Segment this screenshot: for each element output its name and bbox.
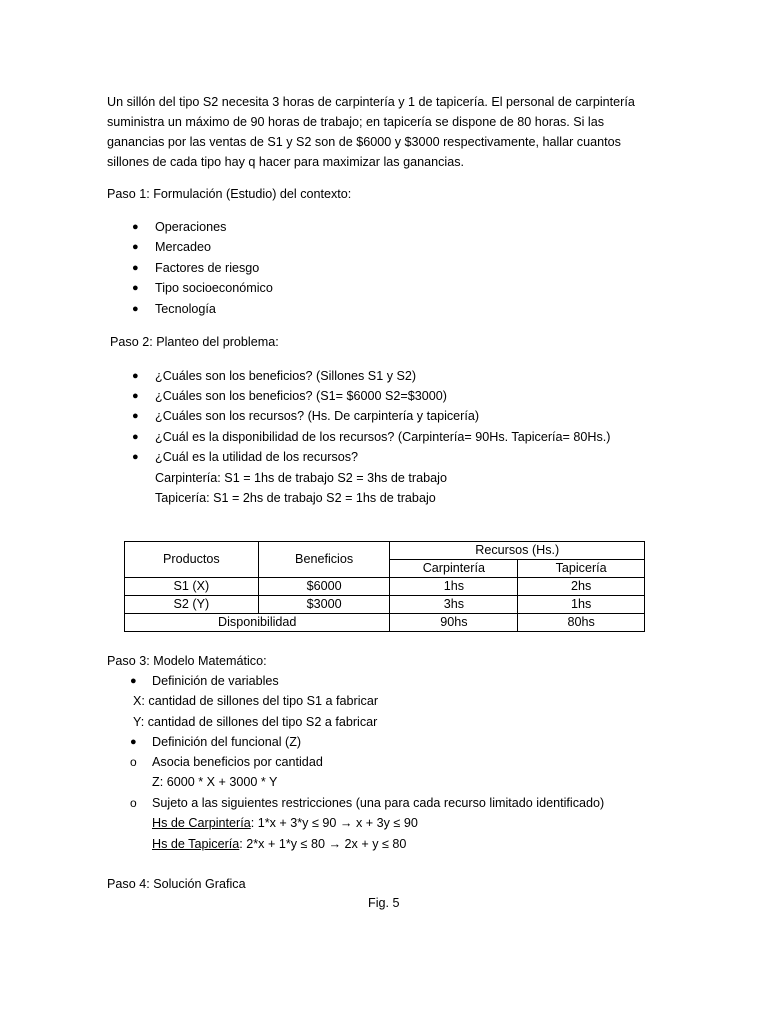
cell-beneficio: $3000 [258,596,390,614]
paso2-item: ¿Cuál es la disponibilidad de los recursos? (Carpintería= 90Hs. Tapicería= 80Hs.) [155,430,611,444]
cell-producto: S2 (Y) [125,596,259,614]
intro-paragraph: Un sillón del tipo S2 necesita 3 horas de carpintería y 1 de tapicería. El personal de carpintería suministra un máximo de 90 horas de trabajo; en tapicería se dispone de 80 horas. Si las ganancias por las ventas de S1 y S2 son de $6000 y $3000 respectivamente, hallar cuantos sillones de cada tipo hay q hacer para maximizar las ganancias. [107,95,635,169]
bullet-icon: ● [132,282,139,294]
def-variables: Definición de variables [152,674,279,688]
table-row [125,596,645,614]
restriction-carpinteria [152,815,418,831]
bullet-icon: ● [132,303,139,315]
circle-bullet-icon: o [130,796,137,810]
restriction-tapiceria-eq: : 2*x + 1*y ≤ 80 → 2x + y ≤ 80 [239,837,407,851]
paso4-title: Paso 4: Solución Grafica [107,877,246,891]
asocia-beneficios: Asocia beneficios por cantidad [152,755,323,769]
paso2-item: ¿Cuáles son los beneficios? (S1= $6000 S2=$3000) [155,389,447,403]
paso2-sub: Carpintería: S1 = 1hs de trabajo S2 = 3hs de trabajo [155,471,447,485]
cell-carpinteria: 3hs [390,596,518,614]
x-definition: X: cantidad de sillones del tipo S1 a fabricar [133,694,379,708]
bullet-icon: ● [132,390,139,402]
paso2-sub: Tapicería: S1 = 2hs de trabajo S2 = 1hs de trabajo [155,491,436,505]
paso2-item: ¿Cuál es la utilidad de los recursos? [155,450,359,464]
paso3-title: Paso 3: Modelo Matemático: [107,654,267,668]
paso1-title: Paso 1: Formulación (Estudio) del contexto: [107,187,352,201]
paso1-item: Operaciones [155,220,227,234]
bullet-icon: ● [132,431,139,443]
cell-beneficio: $6000 [258,578,390,596]
sujeto-restricciones: Sujeto a las siguientes restricciones (una para cada recurso limitado identificado) [152,796,605,810]
cell-tapiceria: 1hs [518,596,645,614]
paso2-item: ¿Cuáles son los recursos? (Hs. De carpintería y tapicería) [155,409,480,423]
cell-disponibilidad-label: Disponibilidad [125,614,390,632]
paso1-item: Factores de riesgo [155,261,260,275]
objective-function: Z: 6000 * X + 3000 * Y [152,775,278,789]
bullet-icon: ● [132,262,139,274]
cell-tapiceria: 2hs [518,578,645,596]
restriction-carpinteria-label: Hs de Carpintería [152,816,251,830]
header-recursos: Recursos (Hs.) [390,542,645,560]
figure-caption: Fig. 5 [368,896,400,910]
restriction-tapiceria-label: Hs de Tapicería [152,837,240,851]
restriction-tapiceria [152,836,406,852]
header-productos: Productos [125,542,259,578]
bullet-icon: ● [132,241,139,253]
bullet-icon: ● [132,410,139,422]
cell-disponibilidad-carpinteria: 90hs [390,614,518,632]
cell-disponibilidad-tapiceria: 80hs [518,614,645,632]
table-row [125,578,645,596]
def-funcional: Definición del funcional (Z) [152,735,302,749]
header-carpinteria: Carpintería [390,560,518,578]
bullet-icon: ● [130,675,137,687]
restriction-carpinteria-eq: : 1*x + 3*y ≤ 90 → x + 3y ≤ 90 [250,816,418,830]
table-header-row [125,542,645,560]
paso2-item: ¿Cuáles son los beneficios? (Sillones S1 y S2) [155,369,417,383]
paso2-title: Paso 2: Planteo del problema: [110,335,279,349]
bullet-icon: ● [130,736,137,748]
cell-carpinteria: 1hs [390,578,518,596]
y-definition: Y: cantidad de sillones del tipo S2 a fabricar [133,715,378,729]
table-total-row [125,614,645,632]
paso1-item: Tecnología [155,302,216,316]
cell-producto: S1 (X) [125,578,259,596]
header-beneficios: Beneficios [258,542,390,578]
circle-bullet-icon: o [130,755,137,769]
bullet-icon: ● [132,221,139,233]
paso1-item: Tipo socioeconómico [155,281,273,295]
bullet-icon: ● [132,451,139,463]
header-tapiceria: Tapicería [518,560,645,578]
paso1-item: Mercadeo [155,240,212,254]
resources-table [124,541,645,632]
bullet-icon: ● [132,370,139,382]
